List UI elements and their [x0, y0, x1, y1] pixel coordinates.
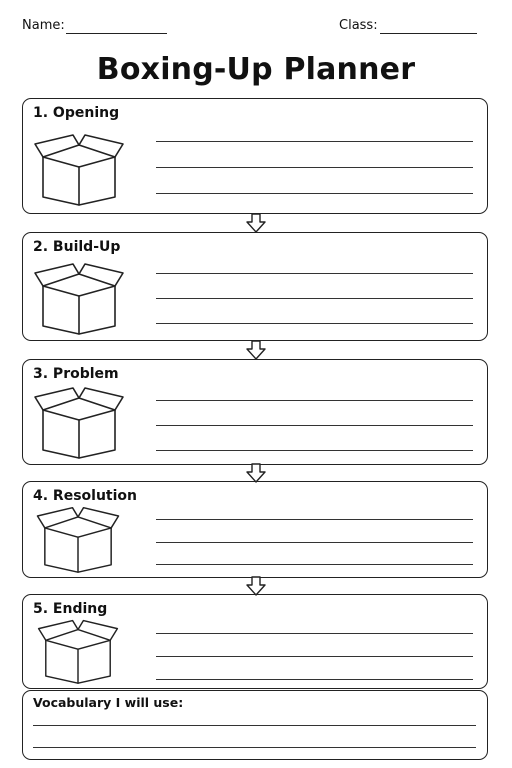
- section-title: 3. Problem: [33, 366, 119, 382]
- writing-line[interactable]: [156, 193, 473, 194]
- open-box-icon: [33, 617, 123, 685]
- arrow-down-icon: [245, 340, 267, 360]
- open-box-icon: [33, 260, 125, 336]
- vocabulary-line[interactable]: [33, 747, 476, 748]
- vocabulary-box: [22, 690, 488, 760]
- vocabulary-line[interactable]: [33, 725, 476, 726]
- section-ending: [22, 594, 488, 689]
- class-label: Class:: [339, 18, 378, 33]
- writing-line[interactable]: [156, 564, 473, 565]
- writing-line[interactable]: [156, 141, 473, 142]
- class-field[interactable]: [380, 33, 477, 34]
- section-title: 2. Build-Up: [33, 239, 121, 255]
- writing-line[interactable]: [156, 273, 473, 274]
- section-title: 4. Resolution: [33, 488, 138, 504]
- writing-line[interactable]: [156, 542, 473, 543]
- writing-line[interactable]: [156, 519, 473, 520]
- open-box-icon: [33, 131, 125, 207]
- name-field[interactable]: [66, 33, 167, 34]
- name-label: Name:: [22, 18, 65, 33]
- open-box-icon: [33, 504, 123, 574]
- writing-line[interactable]: [156, 298, 473, 299]
- vocabulary-title: Vocabulary I will use:: [33, 695, 184, 710]
- arrow-down-icon: [245, 576, 267, 596]
- section-title: 5. Ending: [33, 601, 108, 617]
- writing-line[interactable]: [156, 656, 473, 657]
- writing-line[interactable]: [156, 323, 473, 324]
- section-resolution: [22, 481, 488, 578]
- writing-line[interactable]: [156, 679, 473, 680]
- writing-line[interactable]: [156, 450, 473, 451]
- page-title: Boxing-Up Planner: [96, 52, 416, 87]
- section-problem: [22, 359, 488, 465]
- writing-line[interactable]: [156, 167, 473, 168]
- section-build-up: [22, 232, 488, 341]
- section-title: 1. Opening: [33, 105, 120, 121]
- section-opening: [22, 98, 488, 214]
- open-box-icon: [33, 384, 125, 460]
- arrow-down-icon: [245, 213, 267, 233]
- arrow-down-icon: [245, 463, 267, 483]
- writing-line[interactable]: [156, 425, 473, 426]
- writing-line[interactable]: [156, 633, 473, 634]
- writing-line[interactable]: [156, 400, 473, 401]
